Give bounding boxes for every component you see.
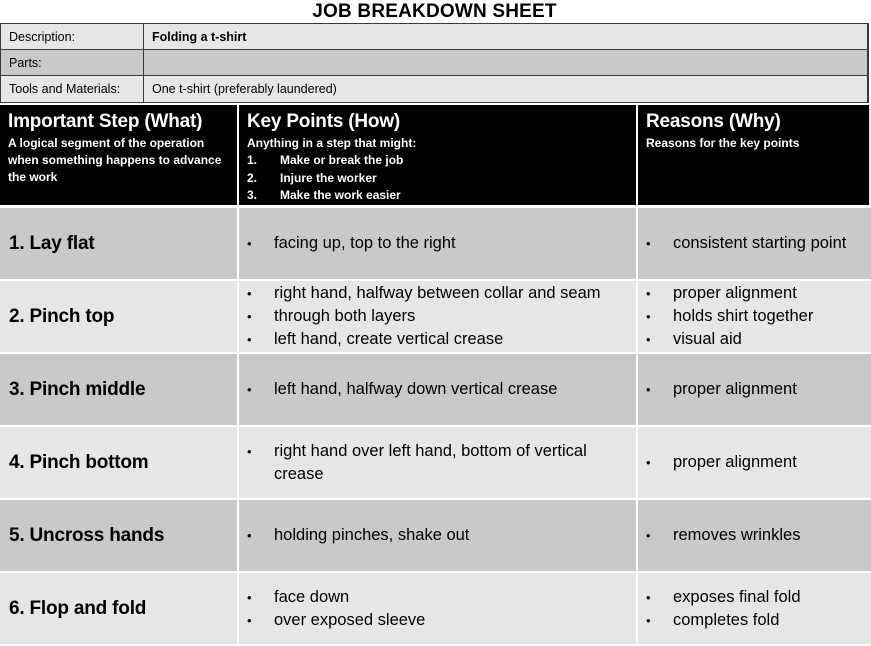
key-points-cell bbox=[239, 573, 638, 644]
step-label: 3. Pinch middle bbox=[9, 378, 146, 400]
reasons-cell bbox=[638, 573, 871, 644]
bullet-item bbox=[646, 378, 797, 401]
step-cell bbox=[0, 500, 239, 571]
reasons-cell bbox=[638, 354, 871, 425]
key-points-cell bbox=[239, 500, 638, 571]
bullet-text: facing up, top to the right bbox=[274, 234, 456, 252]
header-step bbox=[0, 105, 239, 205]
step-cell bbox=[0, 281, 239, 352]
bullet-icon: • bbox=[646, 382, 651, 397]
list-text: Make the work easier bbox=[280, 188, 401, 202]
bullet-item bbox=[646, 451, 797, 474]
reasons-cell-list bbox=[638, 524, 800, 547]
info-row-tools bbox=[1, 76, 867, 102]
description-value: Folding a t-shirt bbox=[152, 30, 247, 44]
list-text: Make or break the job bbox=[280, 153, 404, 167]
description-label: Description: bbox=[1, 24, 144, 49]
reasons-cell bbox=[638, 500, 871, 571]
bullet-text: proper alignment bbox=[673, 284, 797, 302]
table-row bbox=[0, 573, 871, 646]
bullet-icon: • bbox=[247, 612, 252, 628]
sheet-title: JOB BREAKDOWN SHEET bbox=[312, 1, 557, 22]
reasons-cell bbox=[638, 427, 871, 498]
bullet-icon: • bbox=[646, 455, 651, 470]
header-reasons-subtitle: Reasons for the key points bbox=[646, 136, 800, 150]
bullet-text: left hand, halfway down vertical crease bbox=[274, 380, 558, 398]
key-points-cell bbox=[239, 427, 638, 498]
step-label: 1. Lay flat bbox=[9, 232, 95, 254]
list-number: 2. bbox=[247, 170, 258, 185]
bullet-text: right hand, halfway between collar and seam bbox=[274, 284, 601, 302]
step-label: 5. Uncross hands bbox=[9, 524, 165, 546]
reasons-cell-list bbox=[638, 282, 813, 351]
key-points-cell bbox=[239, 208, 638, 279]
bullet-item bbox=[646, 609, 801, 632]
breakdown-table bbox=[0, 105, 871, 646]
list-number: 3. bbox=[247, 188, 258, 202]
info-row-description bbox=[1, 24, 867, 50]
table-row bbox=[0, 208, 871, 281]
header-key-points-title: Key Points (How) bbox=[247, 111, 401, 132]
table-row bbox=[0, 500, 871, 573]
bullet-item bbox=[646, 586, 801, 609]
bullet-item bbox=[646, 232, 846, 255]
table-row bbox=[0, 354, 871, 427]
bullet-item bbox=[247, 232, 456, 255]
bullet-text: face down bbox=[274, 587, 350, 606]
bullet-text: completes fold bbox=[673, 610, 780, 629]
header-list-item bbox=[247, 152, 628, 170]
bullet-text: through both layers bbox=[274, 307, 416, 325]
key-points-cell-list bbox=[239, 232, 462, 255]
reasons-cell bbox=[638, 281, 871, 352]
bullet-icon: • bbox=[646, 528, 651, 543]
bullet-item bbox=[247, 305, 601, 328]
bullet-icon: • bbox=[247, 309, 252, 324]
reasons-cell-list bbox=[638, 378, 797, 401]
info-table bbox=[0, 23, 869, 103]
parts-label: Parts: bbox=[1, 50, 144, 75]
bullet-icon: • bbox=[646, 612, 651, 628]
bullet-icon: • bbox=[646, 589, 651, 605]
bullet-icon: • bbox=[247, 589, 252, 605]
step-label: 6. Flop and fold bbox=[9, 597, 147, 619]
bullet-text: exposes final fold bbox=[673, 587, 801, 606]
bullet-text: holds shirt together bbox=[673, 307, 814, 325]
bullet-text: consistent starting point bbox=[673, 234, 847, 252]
bullet-icon: • bbox=[247, 332, 252, 347]
bullet-text: proper alignment bbox=[673, 453, 797, 471]
header-key-points-subtitle: Anything in a step that might: bbox=[247, 136, 417, 150]
table-row bbox=[0, 427, 871, 500]
bullet-text: right hand over left hand, bottom of vertical crease bbox=[274, 441, 587, 483]
table-body bbox=[0, 208, 871, 646]
step-label: 2. Pinch top bbox=[9, 305, 115, 327]
key-points-cell-list bbox=[239, 378, 563, 401]
tools-value: One t-shirt (preferably laundered) bbox=[152, 82, 337, 96]
bullet-item bbox=[247, 440, 630, 486]
bullet-item bbox=[247, 524, 469, 547]
bullet-item bbox=[646, 524, 800, 547]
bullet-item bbox=[247, 282, 601, 305]
bullet-text: holding pinches, shake out bbox=[274, 526, 470, 544]
table-row bbox=[0, 281, 871, 354]
list-text: Injure the worker bbox=[280, 170, 377, 185]
bullet-item bbox=[247, 378, 557, 401]
step-cell bbox=[0, 427, 239, 498]
header-step-subtitle: A logical segment of the operation when something happens to advance the work bbox=[8, 136, 222, 184]
bullet-item bbox=[646, 282, 813, 305]
table-header bbox=[0, 105, 871, 208]
key-points-cell-list bbox=[239, 586, 431, 632]
bullet-icon: • bbox=[646, 286, 651, 301]
key-points-cell-list bbox=[239, 524, 475, 547]
bullet-item bbox=[247, 586, 425, 609]
bullet-item bbox=[247, 609, 425, 632]
step-cell bbox=[0, 354, 239, 425]
parts-value bbox=[144, 50, 867, 75]
header-step-title: Important Step (What) bbox=[8, 111, 203, 132]
bullet-icon: • bbox=[247, 236, 252, 251]
bullet-icon: • bbox=[646, 236, 651, 251]
bullet-icon: • bbox=[646, 332, 651, 347]
bullet-icon: • bbox=[247, 443, 252, 459]
bullet-icon: • bbox=[247, 286, 252, 301]
info-row-parts bbox=[1, 50, 867, 76]
bullet-item bbox=[646, 328, 813, 351]
bullet-text: over exposed sleeve bbox=[274, 610, 426, 629]
step-cell bbox=[0, 208, 239, 279]
step-label: 4. Pinch bottom bbox=[9, 451, 149, 473]
bullet-text: proper alignment bbox=[673, 380, 797, 398]
tools-label: Tools and Materials: bbox=[1, 76, 144, 102]
key-points-cell-list bbox=[239, 282, 607, 351]
header-key-points bbox=[239, 105, 638, 205]
header-list-item bbox=[247, 170, 628, 188]
reasons-cell-list bbox=[638, 451, 797, 474]
key-points-cell bbox=[239, 354, 638, 425]
step-cell bbox=[0, 573, 239, 644]
bullet-text: removes wrinkles bbox=[673, 526, 801, 544]
reasons-cell-list bbox=[638, 232, 846, 255]
bullet-item bbox=[646, 305, 813, 328]
key-points-cell-list bbox=[239, 440, 636, 486]
list-number: 1. bbox=[247, 153, 258, 167]
bullet-text: left hand, create vertical crease bbox=[274, 330, 504, 348]
key-points-cell bbox=[239, 281, 638, 352]
header-reasons-title: Reasons (Why) bbox=[646, 111, 781, 132]
reasons-cell-list bbox=[638, 586, 801, 632]
bullet-icon: • bbox=[247, 528, 252, 543]
bullet-item bbox=[247, 328, 601, 351]
bullet-text: visual aid bbox=[673, 330, 742, 348]
bullet-icon: • bbox=[247, 382, 252, 397]
header-reasons bbox=[638, 105, 871, 205]
bullet-icon: • bbox=[646, 309, 651, 324]
header-list-item bbox=[247, 187, 628, 205]
header-key-points-list bbox=[247, 152, 628, 205]
reasons-cell bbox=[638, 208, 871, 279]
